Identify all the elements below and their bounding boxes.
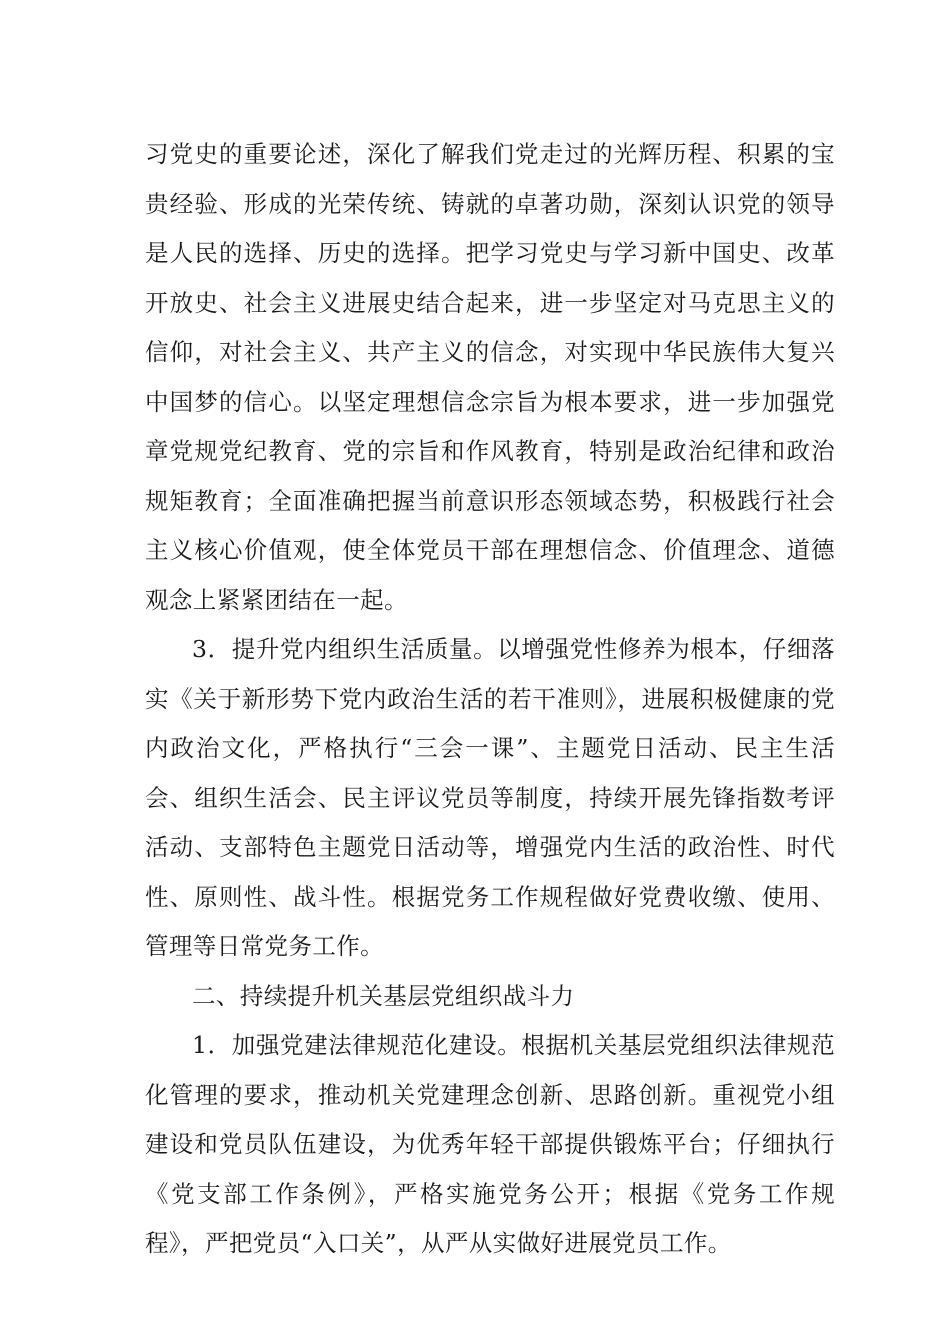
paragraph-item-3: 3．提升党内组织生活质量。以增强党性修养为根本，仔细落实《关于新形势下党内政治生活的若干准则》，进展积极健康的党内政治文化，严格执行“三会一课”、主题党日活动、民主生活会、组织生活会、民主评议党员等制度，持续开展先锋指数考评活动、支部特色主题党日活动等，增强党内生活的政治性、时代性、原则性、战斗性。根据党务工作规程做好党费收缴、使用、管理等日常党务工作。 xyxy=(145,635,835,960)
document-body xyxy=(145,130,835,1269)
section-heading: 二、持续提升机关基层党组织战斗力 xyxy=(192,981,575,1010)
paragraph-item-1: 1．加强党建法律规范化建设。根据机关基层党组织法律规范化管理的要求，推动机关党建理念创新、思路创新。重视党小组建设和党员队伍建设，为优秀年轻干部提供锻炼平台；仔细执行《党支部工作条例》，严格实施党务公开；根据《党务工作规程》，严把党员“入口关”，从严从实做好进展党员工作。 xyxy=(145,1031,835,1257)
paragraph-continuation: 习党史的重要论述，深化了解我们党走过的光辉历程、积累的宝贵经验、形成的光荣传统、铸就的卓著功勋，深刻认识党的领导是人民的选择、历史的选择。把学习党史与学习新中国史、改革开放史、社会主义进展史结合起来，进一步坚定对马克思主义的信仰，对社会主义、共产主义的信念，对实现中华民族伟大复兴中国梦的信心。以坚定理想信念宗旨为根本要求，进一步加强党章党规党纪教育、党的宗旨和作风教育，特别是政治纪律和政治规矩教育；全面准确把握当前意识形态领域态势，积极践行社会主义核心价值观，使全体党员干部在理想信念、价值理念、道德观念上紧紧团结在一起。 xyxy=(145,140,835,614)
